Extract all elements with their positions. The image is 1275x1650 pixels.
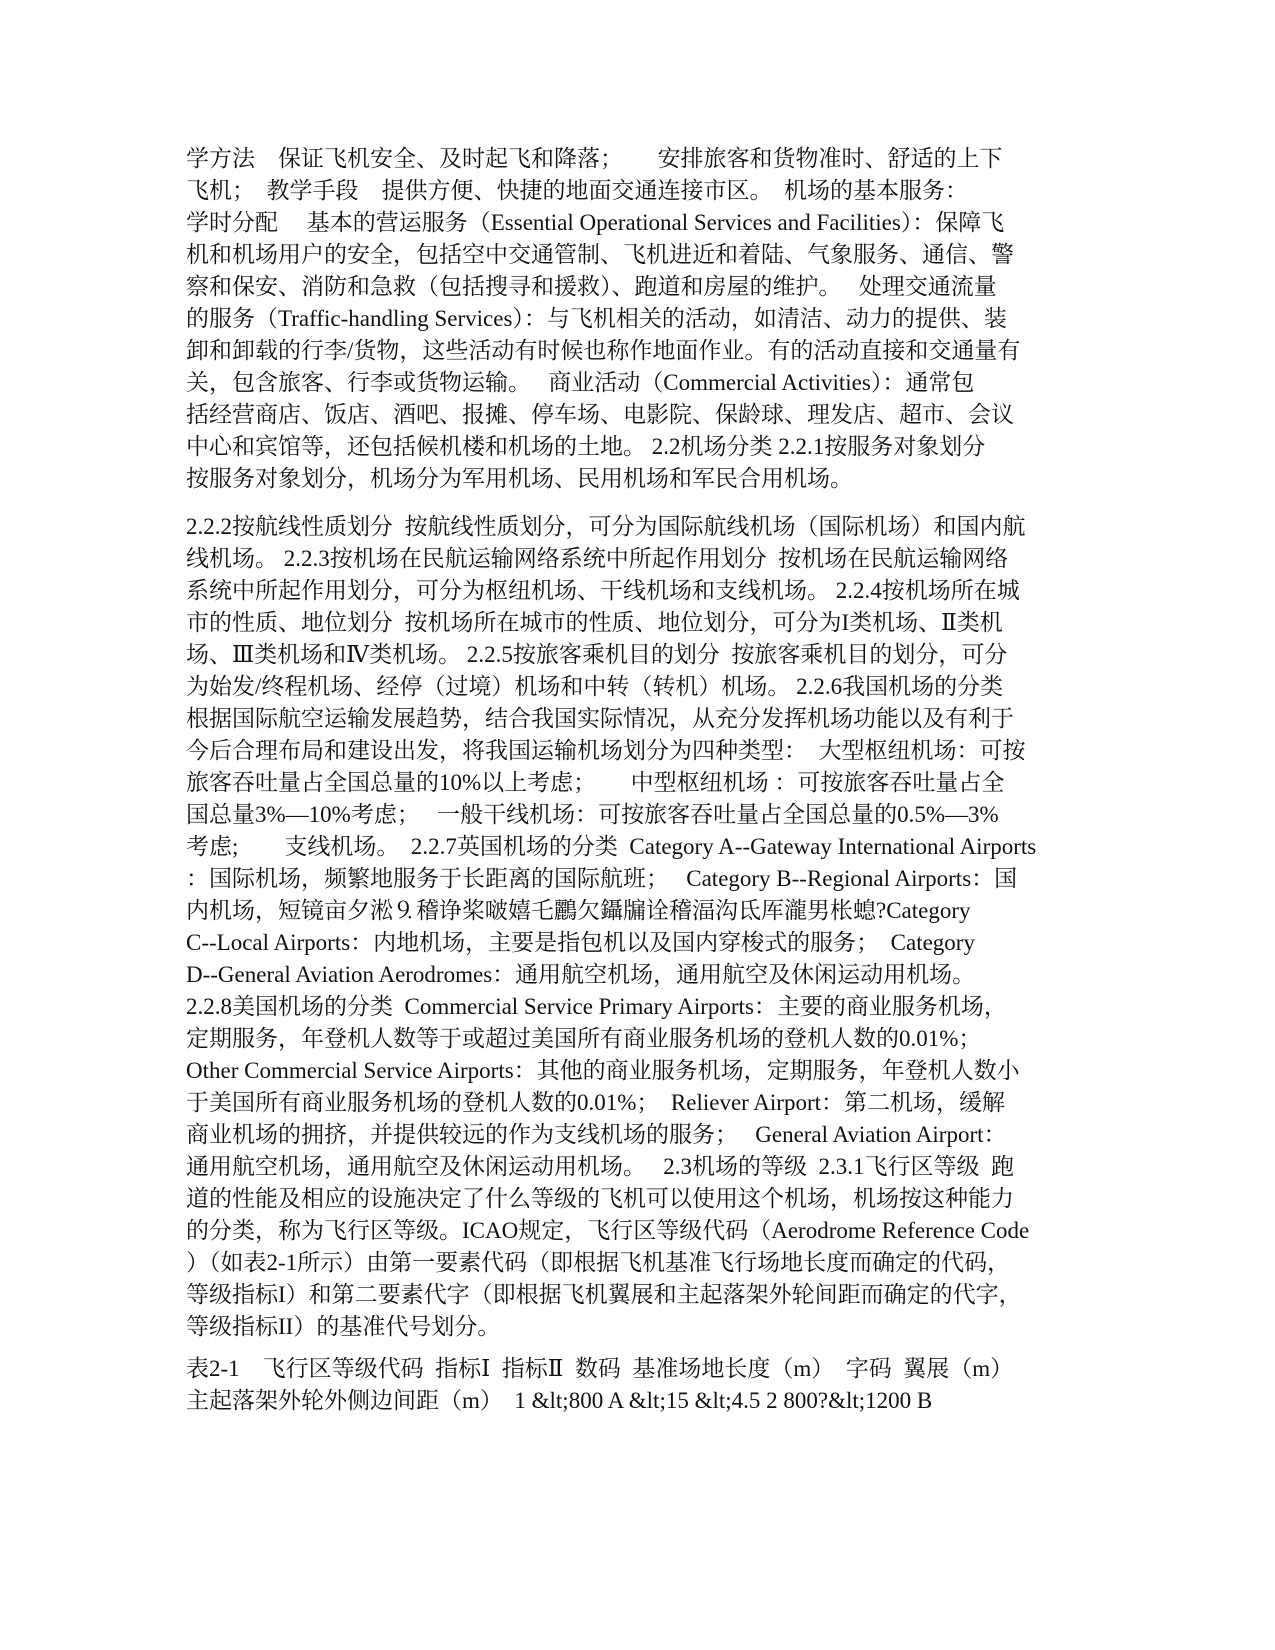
text-line: 中心和宾馆等，还包括候机楼和机场的土地。 2.2机场分类 2.2.1按服务对象划分 [186, 434, 986, 459]
text-line: 的分类，称为飞行区等级。ICAO规定，飞行区等级代码（Aerodrome Reference Code [186, 1218, 1030, 1243]
text-line: Other Commercial Service Airports：其他的商业服务机场，定期服务，年登机人数小 [186, 1058, 1020, 1083]
text-line: 的服务（Traffic-handling Services）：与飞机相关的活动，如清洁、动力的提供、装 [186, 306, 1007, 331]
text-line: 表2-1 飞行区等级代码 指标Ⅰ 指标Ⅱ 数码 基准场地长度（m） 字码 翼展（m） [186, 1356, 1014, 1381]
paragraph-airport-services [186, 143, 1106, 495]
text-line: 线机场。 2.2.3按机场在民航运输网络系统中所起作用划分 按机场在民航运输网络 [186, 546, 1009, 571]
text-line: 定期服务，年登机人数等于或超过美国所有商业服务机场的登机人数的0.01%； [186, 1026, 982, 1051]
text-line: 按服务对象划分，机场分为军用机场、民用机场和军民合用机场。 [186, 466, 853, 491]
text-line: 于美国所有商业服务机场的登机人数的0.01%； Reliever Airport：第二机场，缓解 [186, 1090, 1006, 1115]
text-line: 道的性能及相应的设施决定了什么等级的飞机可以使用这个机场，机场按这种能力 [186, 1186, 1014, 1211]
text-line: 为始发/终程机场、经停（过境）机场和中转（转机）机场。 2.2.6我国机场的分类 [186, 674, 1004, 699]
paragraph-table-2-1 [186, 1353, 1106, 1417]
text-line: ）（如表2-1所示）由第一要素代码（即根据飞机基准飞行场地长度而确定的代码， [186, 1250, 1011, 1275]
text-line: 等级指标II）的基准代号划分。 [186, 1314, 501, 1339]
text-line: C--Local Airports：内地机场，主要是指包机以及国内穿梭式的服务； Category [186, 930, 975, 955]
text-line: 学时分配 基本的营运服务（Essential Operational Services and Facilities）：保障飞 [186, 210, 1005, 235]
text-line: 2.2.8美国机场的分类 Commercial Service Primary Airports：主要的商业服务机场， [186, 994, 1007, 1019]
text-line: 机和机场用户的安全，包括空中交通管制、飞机进近和着陆、气象服务、通信、警 [186, 242, 1014, 267]
text-line: ：国际机场，频繁地服务于长距离的国际航班； Category B--Regional Airports：国 [186, 866, 1018, 891]
text-line: 2.2.2按航线性质划分 按航线性质划分，可分为国际航线机场（国际机场）和国内航 [186, 514, 1026, 539]
text-line: 通用航空机场，通用航空及休闲运动用机场。 2.3机场的等级 2.3.1飞行区等级 跑 [186, 1154, 1014, 1179]
text-line: 内机场，短镜亩夕淞⒐稽诤桨啵嬉乇鸝欠鑷牖诠稽湢沟氐厍瀧男枨螅?Category [186, 898, 971, 923]
text-line: 场、Ⅲ类机场和Ⅳ类机场。 2.2.5按旅客乘机目的划分 按旅客乘机目的划分，可分 [186, 642, 1008, 667]
text-line: 商业机场的拥挤，并提供较远的作为支线机场的服务； General Aviation Airport： [186, 1122, 1007, 1147]
text-line: 察和保安、消防和急救（包括搜寻和援救）、跑道和房屋的维护。 处理交通流量 [186, 274, 997, 299]
text-line: 学方法 保证飞机安全、及时起飞和降落； 安排旅客和货物准时、舒适的上下 [186, 146, 1003, 171]
text-line: 主起落架外轮外侧边间距（m） 1 &lt;800 A &lt;15 &lt;4.5 2 800?&lt;1200 B [186, 1388, 933, 1413]
text-line: 今后合理布局和建设出发，将我国运输机场划分为四种类型： 大型枢纽机场：可按 [186, 738, 1026, 763]
text-line: 考虑; 支线机场。 2.2.7英国机场的分类 Category A--Gateway International Airports [186, 834, 1037, 859]
text-line: 根据国际航空运输发展趋势，结合我国实际情况，从充分发挥机场功能以及有利于 [186, 706, 1014, 731]
paragraph-airport-classification [186, 511, 1106, 1343]
text-line: 旅客吞吐量占全国总量的10%以上考虑； 中型枢纽机场 ：可按旅客吞吐量占全 [186, 770, 1005, 795]
text-line: 卸和卸载的行李/货物，这些活动有时候也称作地面作业。有的活动直接和交通量有 [186, 338, 1021, 363]
text-line: 飞机； 教学手段 提供方便、快捷的地面交通连接市区。 机场的基本服务： [186, 178, 968, 203]
text-line: 系统中所起作用划分，可分为枢纽机场、干线机场和支线机场。 2.2.4按机场所在城 [186, 578, 1020, 603]
text-line: 市的性质、地位划分 按机场所在城市的性质、地位划分，可分为I类机场、Ⅱ类机 [186, 610, 1003, 635]
text-line: 国总量3%—10%考虑； 一般干线机场：可按旅客吞吐量占全国总量的0.5%—3% [186, 802, 999, 827]
text-line: D--General Aviation Aerodromes：通用航空机场，通用航空及休闲运动用机场。 [186, 962, 976, 987]
text-line: 等级指标I）和第二要素代字（即根据飞机翼展和主起落架外轮间距而确定的代字， [186, 1282, 1022, 1307]
text-line: 关，包含旅客、行李或货物运输。 商业活动（Commercial Activities）：通常包 [186, 370, 975, 395]
text-line: 括经营商店、饭店、酒吧、报摊、停车场、电影院、保龄球、理发店、超市、会议 [186, 402, 1014, 427]
